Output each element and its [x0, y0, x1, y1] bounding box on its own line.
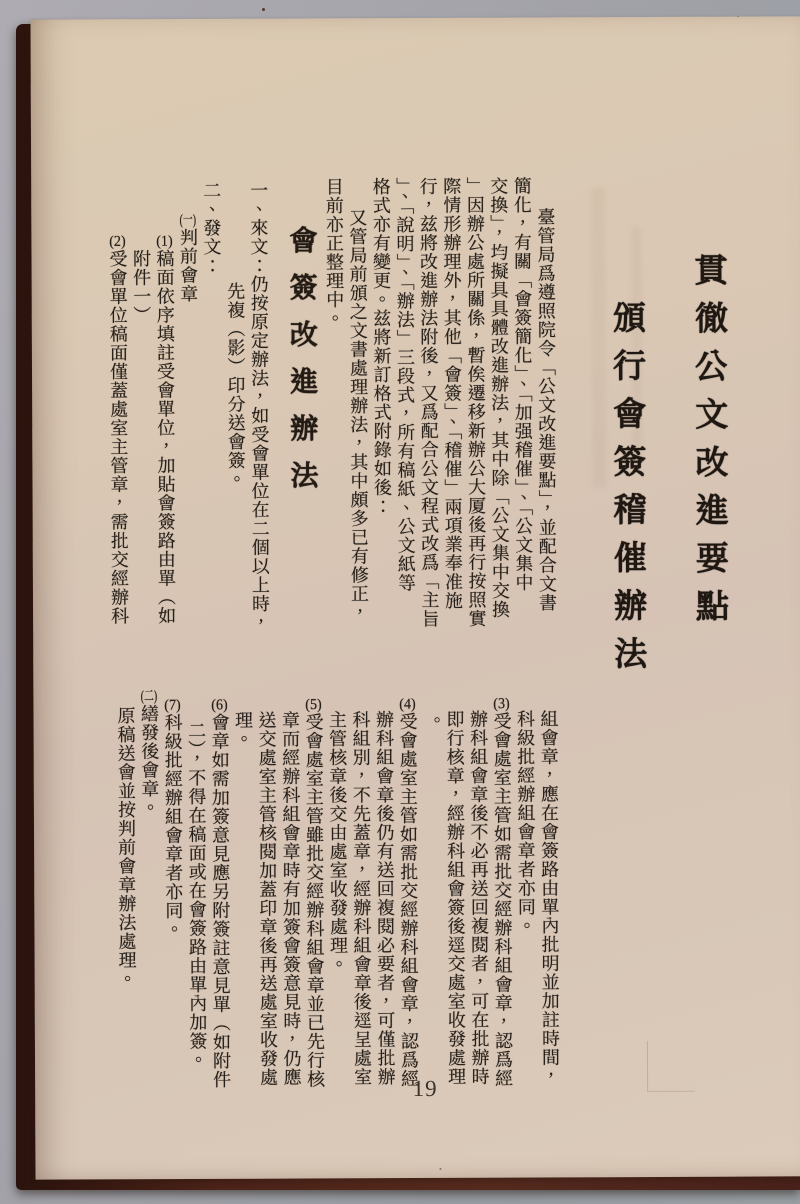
text-column-body: 簡化，有關「會簽簡化」、「加强稽催」、「公文集中	[511, 176, 534, 592]
text-column-cont: 科級批經辦組會章者亦同。	[514, 709, 536, 936]
text-column-cont: 辦科組會章後不必再送回複閱者，可在批辦時	[467, 709, 490, 1086]
text-column-item: 一、來文：仍按原定辦法，如受會單位在二個以上時，	[248, 180, 271, 632]
text-column-body: 」因辦公處所關係，暫俟遷移新辦公大厦後再行按照實	[464, 176, 487, 628]
text-column-body: 行，兹將改進辦法附後，又爲配合公文程式改爲「主旨	[417, 176, 440, 629]
text-column-para: 臺管局爲遵照院令「公文改進要點」，並配合文書	[535, 207, 558, 613]
item-number: (5)	[305, 697, 322, 713]
print-corner-mark	[647, 1041, 694, 1092]
book-page	[30, 16, 800, 1179]
text-column-cont: 即行核章，經辦科組會簽後逕交處室收發處理	[444, 709, 467, 1086]
item-number: (2)	[109, 234, 126, 250]
text-column-num: (6)會章如需加簽意見應另附簽註意見單（如附件	[209, 697, 232, 1089]
dust-speck	[439, 1168, 441, 1170]
dust-speck	[262, 8, 265, 11]
text-column-item: 二、發文：	[201, 180, 222, 275]
item-number: (一)	[179, 212, 197, 229]
text-column-body: 格式亦有變更。兹將新訂格式附錄如後：	[370, 177, 393, 516]
item-number: (6)	[211, 697, 228, 713]
text-column-n2: (1)稿面依序填註受會單位，加貼會簽路由單（如	[154, 234, 177, 626]
text-column-n2: (2)受會單位稿面僅蓋處室主管章，需批交經辦科	[107, 234, 130, 626]
text-column-title1: 貫徹公文改進要點	[689, 252, 728, 637]
item-number: (7)	[164, 698, 181, 714]
text-column-num: (7)科級批經辦組會章者亦同。	[162, 698, 184, 939]
text-column-cont: 送交處室主管核閱加蓋印章後再送處室收發處	[256, 710, 279, 1087]
text-column-cont: 章而經辦科組會章時有加簽會簽意見時，仍應	[279, 710, 302, 1087]
text-column-cont2: 二），不得在稿面或在會簽路由單內加簽。	[186, 720, 208, 1070]
item-number: (二)	[140, 689, 158, 705]
text-column-num: (5)受會處室主管雖批交經辦科組會章並已先行核	[303, 697, 326, 1089]
text-column-per: 。	[421, 715, 442, 735]
text-column-body: 目前亦正整理中。	[323, 177, 345, 328]
text-column-contb: 原稿送會並按判前會章辦法處理。	[115, 706, 137, 989]
text-column-para: 又管局前頒之文書處理辦法，其中頗多已有修正，	[347, 208, 370, 622]
text-column-title2: 頒行會簽稽催辦法	[607, 300, 646, 685]
text-column-n1: (一)判前會章	[177, 212, 199, 304]
text-column-num: (4)受會處室主管如需批交經辦科組會章，認爲經	[397, 697, 420, 1089]
text-block-bottom	[113, 685, 561, 1119]
text-column-cont: 科組別，不先蓋章，經辦科組會章後逕呈處室	[350, 710, 373, 1087]
text-column-cont: 主管核章後交由處室收發處理。	[326, 710, 349, 974]
text-column-heading: 會簽改進辦法	[285, 225, 318, 508]
page-number: 19	[412, 1075, 438, 1102]
text-column-deep: 附件一）	[130, 249, 152, 325]
item-number: (1)	[156, 234, 173, 250]
text-column-body: 際情形辦理外，其他「會簽」、「稽催」兩項業奉准施	[441, 176, 464, 611]
item-number: (4)	[399, 697, 416, 713]
text-column-cont: 理。	[232, 710, 254, 749]
text-block-top	[105, 167, 733, 685]
text-column-num: (3)受會處室主管如需批交經辦科組會章，認爲經	[491, 696, 514, 1088]
item-number: (3)	[493, 696, 510, 712]
text-column-body: 」、「說明」、「辦法」三段式，所有稿紙、公文紙等	[394, 177, 416, 593]
text-column-cont: 辦科組會章後仍有送回複閱必要者，可僅批辦	[373, 710, 396, 1087]
text-column-cont5: 先複（影）印分送會簽。	[225, 281, 247, 489]
text-column-n1b: (二)繕發後會章。	[138, 689, 160, 818]
text-column-cont: 組會章，應在會簽路由單內批明並加註時間，	[538, 709, 561, 1086]
text-column-body: 交換」，均擬具具體改進辦法，其中除「公文集中交換	[488, 176, 511, 619]
